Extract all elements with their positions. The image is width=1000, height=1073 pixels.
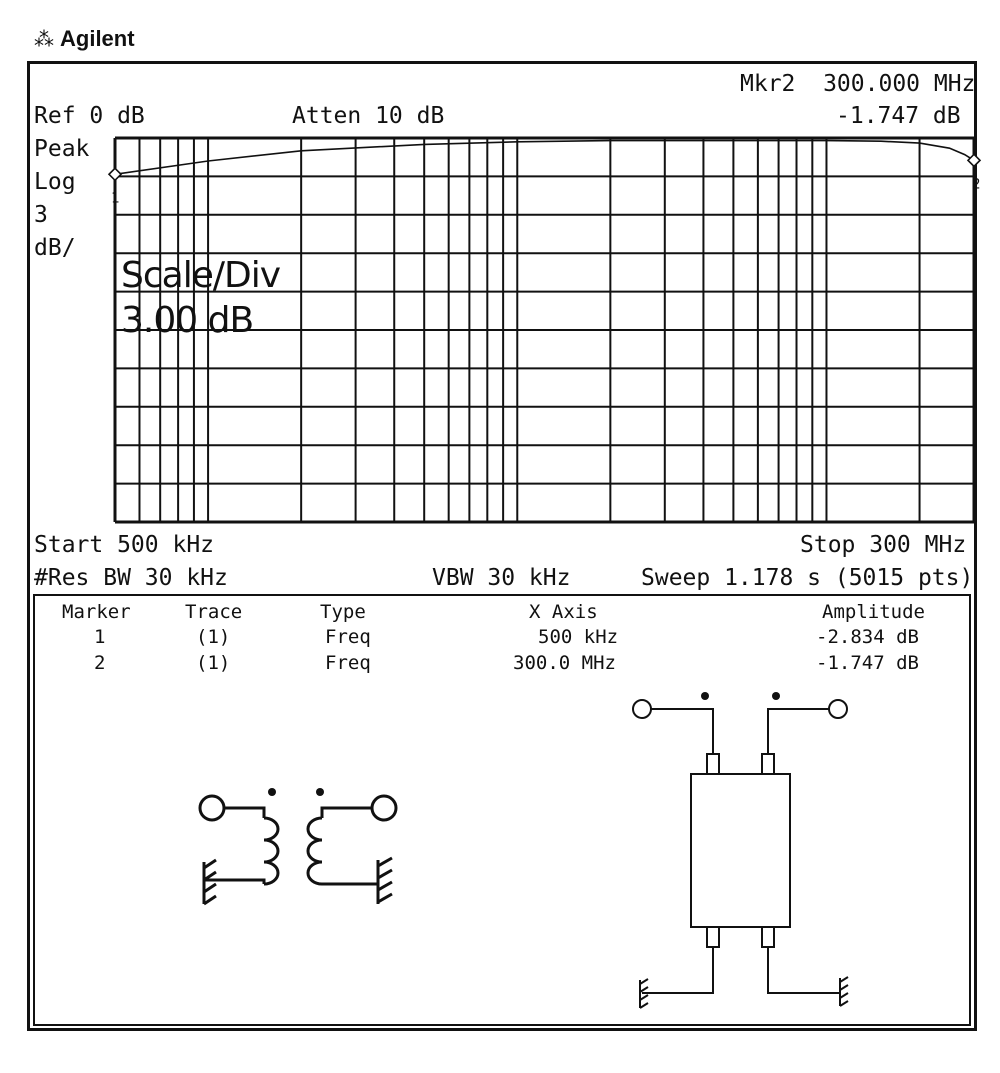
table-row-1-trace: (1) xyxy=(196,626,231,648)
table-row-1-marker: 1 xyxy=(94,626,106,648)
table-header-marker: Marker xyxy=(62,601,131,623)
table-row-2-amplitude: -1.747 dB xyxy=(816,652,919,674)
marker-amplitude-readout: -1.747 dB xyxy=(836,103,961,129)
scale-div-value: 3.00 dB xyxy=(121,300,254,341)
marker-1-label: 1 xyxy=(111,190,120,207)
detector-label: Peak xyxy=(34,136,90,162)
resolution-bandwidth: #Res BW 30 kHz xyxy=(34,565,228,591)
scale-div-title: Scale/Div xyxy=(121,255,281,296)
stop-frequency: Stop 300 MHz xyxy=(800,532,967,558)
scale-type-label: Log xyxy=(34,169,76,195)
table-row-2-type: Freq xyxy=(325,652,371,674)
reference-level: Ref 0 dB xyxy=(34,103,145,129)
table-header-x-axis: X Axis xyxy=(529,601,598,623)
marker-2-label: 2 xyxy=(972,176,981,193)
start-frequency: Start 500 kHz xyxy=(34,532,215,558)
sweep-time: Sweep 1.178 s (5015 pts) xyxy=(641,565,974,591)
attenuation: Atten 10 dB xyxy=(292,103,445,129)
table-row-1-type: Freq xyxy=(325,626,371,648)
logo-text: Agilent xyxy=(60,26,135,51)
table-row-1-x: 500 kHz xyxy=(538,626,619,648)
table-header-trace: Trace xyxy=(185,601,243,623)
video-bandwidth: VBW 30 kHz xyxy=(432,565,571,591)
marker-frequency-readout: Mkr2 300.000 MHz xyxy=(740,71,976,97)
table-header-type: Type xyxy=(320,601,366,623)
table-header-amplitude: Amplitude xyxy=(822,601,925,623)
table-row-1-amplitude: -2.834 dB xyxy=(816,626,919,648)
scale-unit-label: dB/ xyxy=(34,235,76,261)
table-row-2-x: 300.0 MHz xyxy=(513,652,616,674)
scale-value-label: 3 xyxy=(34,202,48,228)
agilent-spark-icon: ⁂ xyxy=(34,29,54,51)
table-row-2-trace: (1) xyxy=(196,652,231,674)
table-row-2-marker: 2 xyxy=(94,652,106,674)
